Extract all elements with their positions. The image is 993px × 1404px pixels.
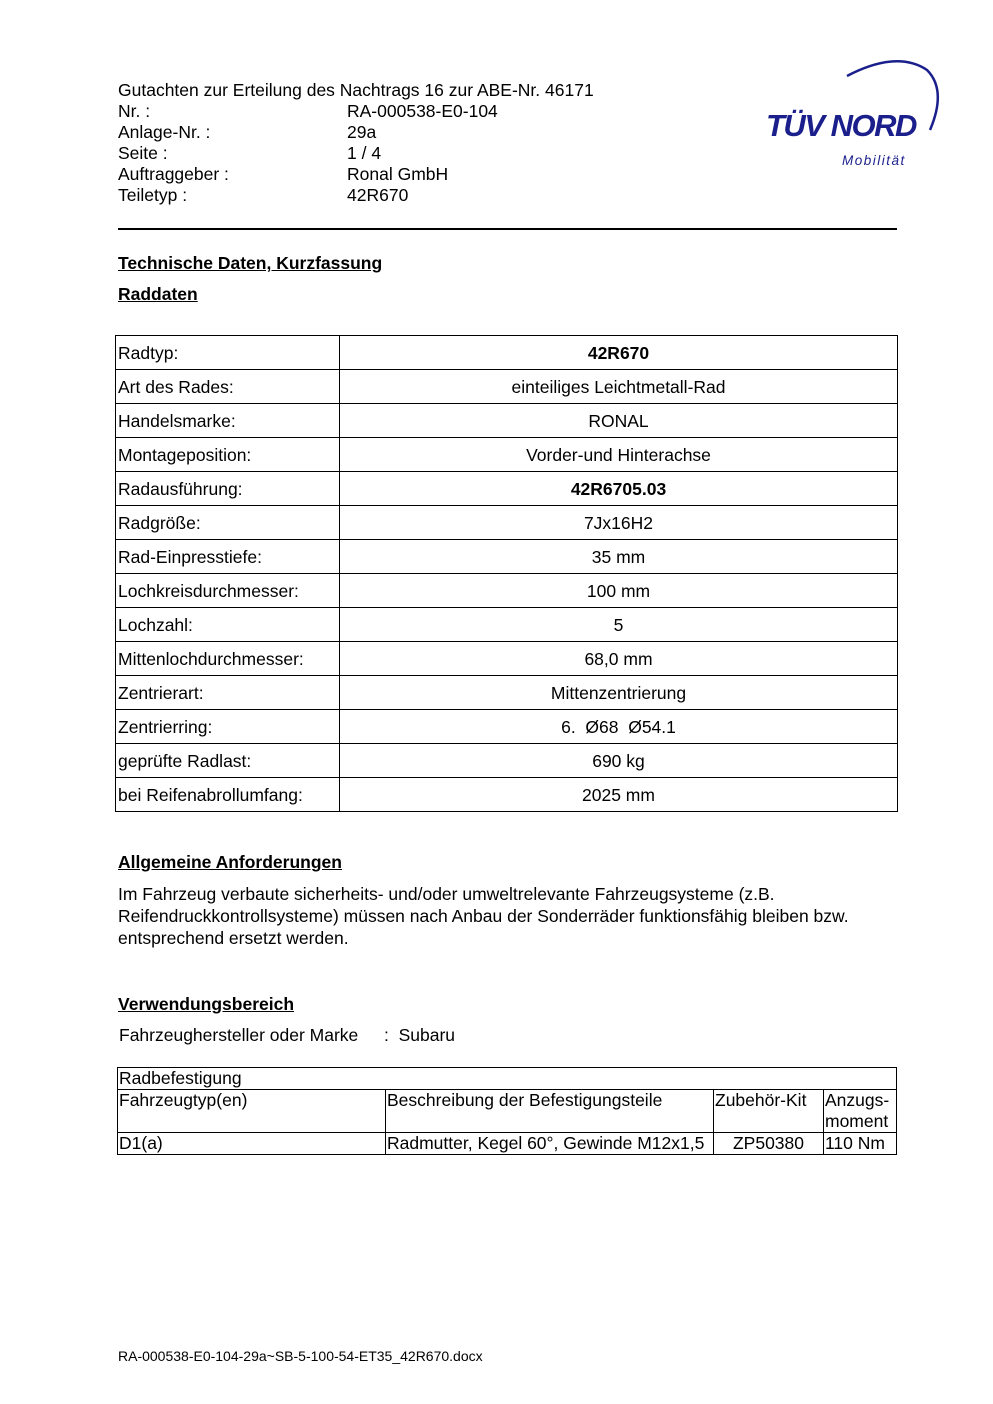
table-row (116, 336, 898, 370)
table-row (116, 370, 898, 404)
table-row (116, 404, 898, 438)
header-field-nr (118, 101, 594, 122)
tuev-nord-logo (762, 58, 942, 173)
row-label: Zentrierring: (116, 710, 340, 744)
row-value: 6. Ø68 Ø54.1 (340, 710, 898, 744)
section-heading-allgemein: Allgemeine Anforderungen (118, 852, 342, 872)
row-label: geprüfte Radlast: (116, 744, 340, 778)
header-label: Anlage-Nr. : (118, 122, 211, 142)
row-label: Radtyp: (116, 336, 340, 370)
header-field-auftraggeber (118, 164, 594, 185)
table-cell: D1(a) (118, 1133, 386, 1155)
table-row (116, 506, 898, 540)
row-value: RONAL (340, 404, 898, 438)
row-label: bei Reifenabrollumfang: (116, 778, 340, 812)
table-row (116, 710, 898, 744)
row-value: Mittenzentrierung (340, 676, 898, 710)
table-row (116, 744, 898, 778)
section-heading-raddaten: Raddaten (118, 284, 198, 304)
table-cell: ZP50380 (714, 1133, 824, 1155)
table-row (116, 438, 898, 472)
row-value: 5 (340, 608, 898, 642)
row-value: 42R670 (340, 336, 898, 370)
footer-filename: RA-000538-E0-104-29a~SB-5-100-54-ET35_42R670.docx (118, 1348, 483, 1364)
table-cell: 110 Nm (824, 1133, 897, 1155)
row-label: Handelsmarke: (116, 404, 340, 438)
table-cell: Radmutter, Kegel 60°, Gewinde M12x1,5 (386, 1133, 714, 1155)
header-value: 1 / 4 (347, 143, 382, 163)
row-value: 100 mm (340, 574, 898, 608)
row-value: 68,0 mm (340, 642, 898, 676)
section-heading-verwendung: Verwendungsbereich (118, 994, 295, 1014)
hersteller-label: Fahrzeughersteller oder Marke (119, 1025, 359, 1045)
table-row (116, 608, 898, 642)
tuev-nord-logo-graphic (762, 58, 942, 173)
table-row (116, 778, 898, 812)
header-field-anlage (118, 122, 594, 143)
table-header-row (118, 1090, 897, 1133)
fahrzeughersteller-line (119, 1025, 455, 1046)
header-label: Seite : (118, 143, 168, 163)
header-label: Nr. : (118, 101, 151, 121)
header-value: 42R670 (347, 185, 409, 205)
row-label: Radgröße: (116, 506, 340, 540)
row-label: Rad-Einpresstiefe: (116, 540, 340, 574)
row-label: Zentrierart: (116, 676, 340, 710)
logo-wordmark: TÜV NORD (766, 108, 916, 143)
table-row (116, 642, 898, 676)
header-value: RA-000538-E0-104 (347, 101, 498, 121)
column-header: Beschreibung der Befestigungsteile (386, 1090, 714, 1133)
radbefestigung-table (117, 1067, 897, 1155)
header-label: Teiletyp : (118, 185, 188, 205)
row-label: Lochkreisdurchmesser: (116, 574, 340, 608)
row-value: 7Jx16H2 (340, 506, 898, 540)
header-divider (118, 228, 897, 230)
row-value: 2025 mm (340, 778, 898, 812)
document-title: Gutachten zur Erteilung des Nachtrags 16 zur ABE-Nr. 46171 (118, 80, 594, 100)
document-header (118, 80, 594, 206)
row-label: Montageposition: (116, 438, 340, 472)
row-value: 690 kg (340, 744, 898, 778)
row-label: Mittenlochdurchmesser: (116, 642, 340, 676)
header-field-teiletyp (118, 185, 594, 206)
table-row (118, 1133, 897, 1155)
column-header: Anzugs- moment (824, 1090, 897, 1133)
column-header: Zubehör-Kit (714, 1090, 824, 1133)
row-label: Radausführung: (116, 472, 340, 506)
hersteller-value: : Subaru (384, 1025, 456, 1045)
section-heading-technische-daten: Technische Daten, Kurzfassung (118, 253, 383, 273)
header-field-seite (118, 143, 594, 164)
column-header: Fahrzeugtyp(en) (118, 1090, 386, 1133)
header-label: Auftraggeber : (118, 164, 229, 184)
raddaten-table (115, 335, 898, 812)
row-label: Art des Rades: (116, 370, 340, 404)
table-row (116, 472, 898, 506)
table-row (116, 540, 898, 574)
header-value: Ronal GmbH (347, 164, 449, 184)
row-value: einteiliges Leichtmetall-Rad (340, 370, 898, 404)
row-value: 35 mm (340, 540, 898, 574)
row-value: Vorder-und Hinterachse (340, 438, 898, 472)
header-value: 29a (347, 122, 377, 142)
allgemein-text: Im Fahrzeug verbaute sicherheits- und/oder umweltrelevante Fahrzeugsysteme (z.B. Reifendruckkontrollsysteme) müssen nach Anbau der Sonderräder funktionsfähig bleiben bzw. entsprechend ersetzt werden. (118, 884, 849, 948)
table-row (116, 676, 898, 710)
table-title: Radbefestigung (118, 1068, 897, 1090)
table-row (116, 574, 898, 608)
row-value: 42R6705.03 (340, 472, 898, 506)
logo-subtitle: Mobilität (842, 153, 906, 168)
row-label: Lochzahl: (116, 608, 340, 642)
table-title-row (118, 1068, 897, 1090)
